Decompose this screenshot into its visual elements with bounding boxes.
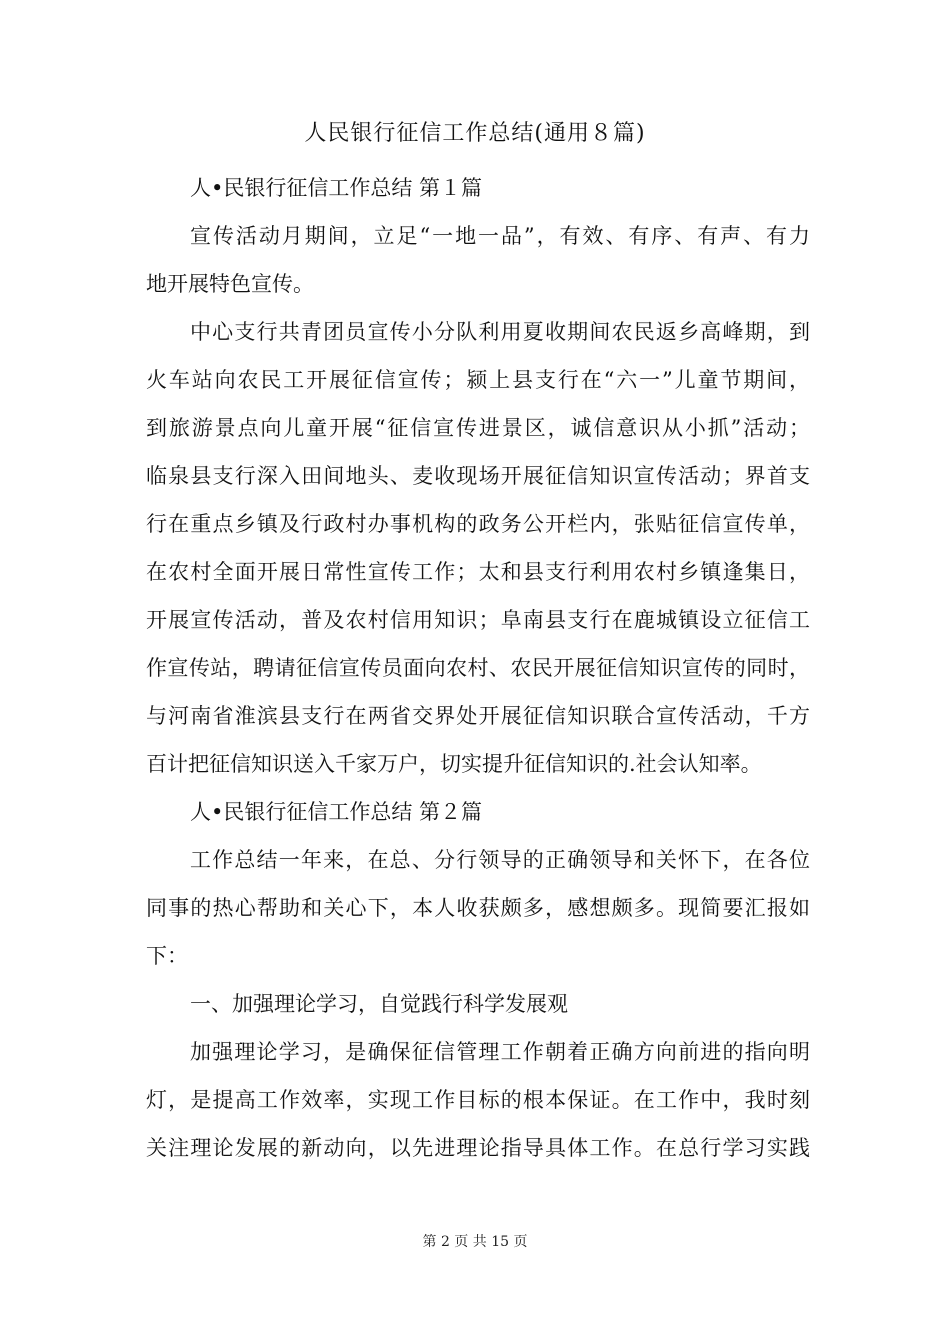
text-line: 地开展特色宣传。 [146,272,314,296]
text-line: 与河南省淮滨县支行在两省交界处开展征信知识联合宣传活动，千方 [146,704,810,728]
text-line: 加强理论学习，是确保征信管理工作朝着正确方向前进的指向明 [190,1040,810,1064]
text-line: 在农村全面开展日常性宣传工作；太和县支行利用农村乡镇逢集日， [146,560,810,584]
text-line: 到旅游景点向儿童开展“征信宣传进景区，诚信意识从小抓”活动； [146,416,810,440]
text-line: 中心支行共青团员宣传小分队利用夏收期间农民返乡高峰期，到 [190,320,810,344]
text-line: 火车站向农民工开展征信宣传；颍上县支行在“六一”儿童节期间， [146,368,810,392]
text-line: 一、加强理论学习，自觉践行科学发展观 [190,992,568,1016]
text-line: 宣传活动月期间，立足“一地一品”，有效、有序、有声、有力 [190,224,810,248]
text-line: 百计把征信知识送入千家万户，切实提升征信知识的.社会认知率。 [146,752,762,776]
text-line: 开展宣传活动，普及农村信用知识；阜南县支行在鹿城镇设立征信工 [146,608,810,632]
text-line: 关注理论发展的新动向，以先进理论指导具体工作。在总行学习实践 [146,1136,810,1160]
text-line: 工作总结一年来，在总、分行领导的正确领导和关怀下，在各位 [190,848,810,872]
document-body [146,164,810,1172]
text-line: 人•民银行征信工作总结 第１篇 [190,176,483,200]
text-line: 同事的热心帮助和关心下，本人收获颇多，感想颇多。现简要汇报如 [146,896,810,920]
text-line: 临泉县支行深入田间地头、麦收现场开展征信知识宣传活动；界首支 [146,464,810,488]
text-line: 行在重点乡镇及行政村办事机构的政务公开栏内，张贴征信宣传单， [146,512,810,536]
page-footer: 第 2 页 共 15 页 [422,1234,528,1250]
text-line: 人•民银行征信工作总结 第２篇 [190,800,483,824]
text-line: 下： [146,944,188,968]
document-title: 人民银行征信工作总结(通用８篇) [304,121,646,146]
text-line: 作宣传站，聘请征信宣传员面向农村、农民开展征信知识宣传的同时， [146,656,810,680]
text-line: 灯，是提高工作效率，实现工作目标的根本保证。在工作中，我时刻 [146,1088,810,1112]
